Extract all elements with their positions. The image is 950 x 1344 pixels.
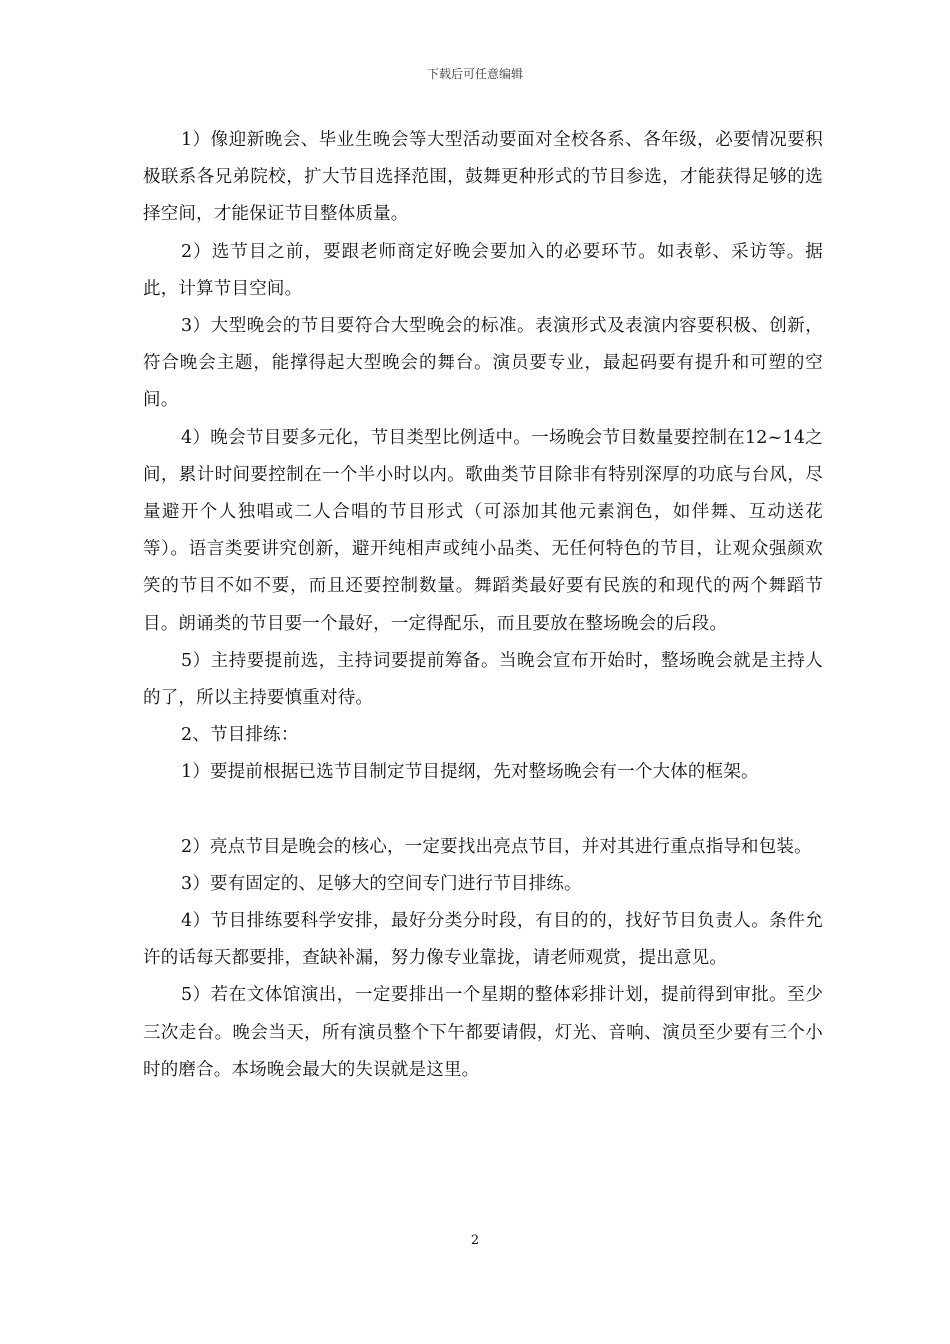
paragraph-5: 5）主持要提前选，主持词要提前筹备。当晚会宣布开始时，整场晚会就是主持人的了，所以主持要慎重对待。	[143, 650, 823, 709]
section-heading: 2、节目排练：	[181, 725, 299, 746]
paragraph-6: 1）要提前根据已选节目制定节目提纲，先对整场晚会有一个大体的框架。	[181, 762, 759, 783]
page-header: 下载后可任意编辑	[426, 67, 523, 81]
page-number: 2	[470, 1233, 480, 1248]
paragraph-3: 3）大型晚会的节目要符合大型晚会的标准。表演形式及表演内容要积极、创新，符合晚会主题，能撑得起大型晚会的舞台。演员要专业，最起码要有提升和可塑的空间。	[143, 316, 823, 411]
paragraph-4: 4）晚会节目要多元化，节目类型比例适中。一场晚会节目数量要控制在12~14之间，累计时间要控制在一个半小时以内。歌曲类节目除非有特别深厚的功底与台风，尽量避开个人独唱或二人合唱的节目形式（可添加其他元素润色，如伴舞、互动送花等）。语言类要讲究创新，避开纯相声或纯小品类、无任何特色的节目，让观众强颜欢笑的节目不如不要，而且还要控制数量。舞蹈类最好要有民族的和现代的两个舞蹈节目。朗诵类的节目要一个最好，一定得配乐，而且要放在整场晚会的后段。	[143, 427, 823, 634]
paragraph-1: 1）像迎新晚会、毕业生晚会等大型活动要面对全校各系、各年级，必要情况要积极联系各兄弟院校，扩大节目选择范围，鼓舞更种形式的节目参选，才能获得足够的选择空间，才能保证节目整体质量。	[143, 130, 823, 225]
document-body	[143, 122, 823, 1089]
paragraph-9: 4）节目排练要科学安排，最好分类分时段，有目的的，找好节目负责人。条件允许的话每天都要排，查缺补漏，努力像专业靠拢，请老师观赏，提出意见。	[143, 911, 823, 969]
paragraph-10: 5）若在文体馆演出，一定要排出一个星期的整体彩排计划，提前得到审批。至少三次走台。晚会当天，所有演员整个下午都要请假，灯光、音响、演员至少要有三个小时的磨合。本场晚会最大的失误就是这里。	[143, 985, 823, 1080]
paragraph-2: 2）选节目之前，要跟老师商定好晚会要加入的必要环节。如表彰、采访等。据此，计算节目空间。	[143, 241, 823, 299]
paragraph-8: 3）要有固定的、足够大的空间专门进行节目排练。	[181, 873, 582, 894]
paragraph-7: 2）亮点节目是晚会的核心，一定要找出亮点节目，并对其进行重点指导和包装。	[181, 836, 812, 857]
blank-line	[143, 792, 823, 829]
